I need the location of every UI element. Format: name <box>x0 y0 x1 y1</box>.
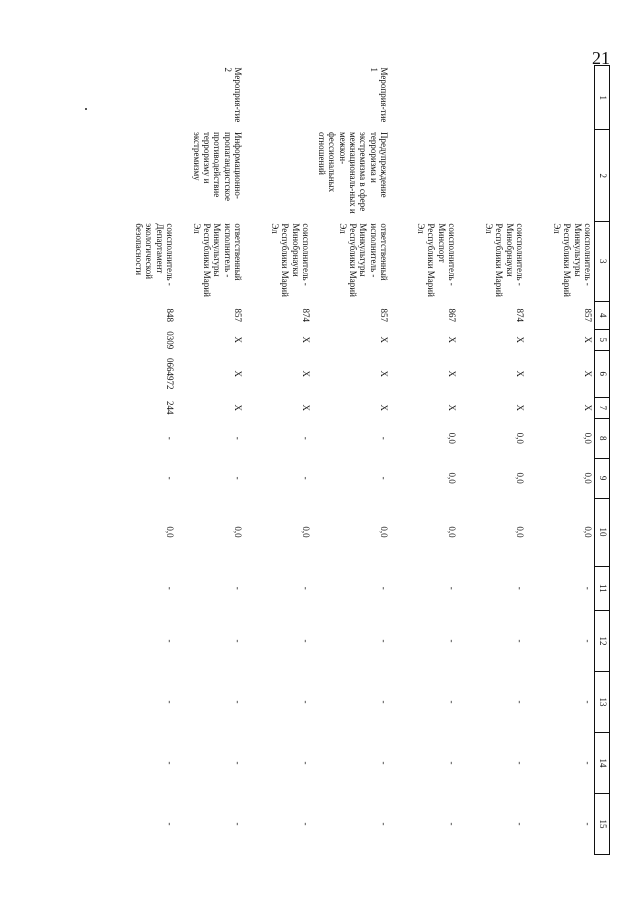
table-cell-col-2 <box>526 130 595 221</box>
table-cell-col-2 <box>458 130 526 221</box>
table-cell-col-9: - <box>233 476 243 480</box>
table-cell-col-12: - <box>165 639 175 643</box>
table-cell-col-10: 0,0 <box>379 526 389 538</box>
table-cell-col-5: 0309 <box>165 331 175 350</box>
table-cell-col-12: - <box>301 639 311 643</box>
table-cell-col-13: - <box>165 700 175 704</box>
table-body <box>108 66 595 855</box>
table-cell-col-1 <box>108 66 176 130</box>
table-cell-col-7: X <box>379 404 389 412</box>
table-cell-col-12: - <box>447 639 457 643</box>
table-cell-col-1 <box>390 66 458 130</box>
table-cell-col-4: 857 <box>583 308 593 322</box>
table-cell-col-10: 0,0 <box>515 526 525 538</box>
table-cell-col-13: - <box>233 700 243 704</box>
table-cell-col-2 <box>390 130 458 221</box>
table-cell-col-15: - <box>583 822 593 826</box>
table-cell-col-10: 0,0 <box>301 526 311 538</box>
program-table <box>108 65 610 855</box>
table-cell-col-11: - <box>583 586 593 590</box>
table-cell-col-3: соисполнитель - Минобрнауки Республики Марий Эл <box>269 223 311 297</box>
column-header: 1 <box>595 66 610 130</box>
table-cell-col-7: X <box>301 404 311 412</box>
table-cell-col-6: X <box>515 370 525 378</box>
table-row <box>312 66 390 855</box>
table-cell-col-6: 0664972 <box>165 358 175 390</box>
table-cell-col-2: Информационно-пропагандистское противодействие терроризму и экстремизму <box>191 131 243 202</box>
column-header: 8 <box>595 418 610 458</box>
table-cell-col-2 <box>108 130 176 221</box>
table-cell-col-10: 0,0 <box>165 526 175 538</box>
table-cell-col-8: 0,0 <box>583 432 593 444</box>
table-cell-col-9: 0,0 <box>447 472 457 484</box>
column-header: 6 <box>595 350 610 397</box>
table-row <box>176 66 244 855</box>
table-row <box>108 66 176 855</box>
table-cell-col-11: - <box>165 586 175 590</box>
table-cell-col-14: - <box>447 761 457 765</box>
table-cell-col-8: 0,0 <box>515 432 525 444</box>
table-cell-col-10: 0,0 <box>233 526 243 538</box>
table-cell-col-3: соисполнитель - Минкультуры Республики Марий Эл <box>551 223 593 297</box>
table-cell-col-6: X <box>583 370 593 378</box>
table-cell-col-9: - <box>165 476 175 480</box>
table-cell-col-5: X <box>379 336 389 344</box>
table-cell-col-4: 874 <box>515 308 525 322</box>
table-cell-col-8: - <box>301 436 311 440</box>
table-cell-col-7: X <box>583 404 593 412</box>
table-row <box>244 66 312 855</box>
column-header: 14 <box>595 732 610 793</box>
table-cell-col-3: соисполнитель - Минспорт Республики Марий Эл <box>415 223 457 297</box>
page-number: 21 <box>592 48 610 68</box>
table-cell-col-14: - <box>233 761 243 765</box>
table-cell-col-6: X <box>233 370 243 378</box>
column-header: 3 <box>595 221 610 301</box>
table-cell-col-9: 0,0 <box>583 472 593 484</box>
scan-speck <box>85 108 87 110</box>
table-cell-col-12: - <box>583 639 593 643</box>
table-cell-col-4: 848 <box>165 308 175 322</box>
table-cell-col-1 <box>526 66 595 130</box>
table-cell-col-5: X <box>301 336 311 344</box>
table-cell-col-5: X <box>233 336 243 344</box>
column-header: 13 <box>595 672 610 733</box>
table-row <box>458 66 526 855</box>
table-cell-col-8: - <box>379 436 389 440</box>
table-cell-col-11: - <box>447 586 457 590</box>
column-header: 5 <box>595 329 610 350</box>
table-cell-col-3: соисполнитель - Минобрнауки Республики Марий Эл <box>483 223 525 297</box>
table-cell-col-9: - <box>379 476 389 480</box>
table-cell-col-15: - <box>301 822 311 826</box>
table-cell-col-10: 0,0 <box>583 526 593 538</box>
table-cell-col-12: - <box>515 639 525 643</box>
table-cell-col-6: X <box>379 370 389 378</box>
table-cell-col-8: 0,0 <box>447 432 457 444</box>
table-cell-col-2 <box>244 130 312 221</box>
table-cell-col-5: X <box>447 336 457 344</box>
table-cell-col-5: X <box>583 336 593 344</box>
table-cell-col-12: - <box>233 639 243 643</box>
table-cell-col-7: X <box>515 404 525 412</box>
table-cell-col-15: - <box>165 822 175 826</box>
table-cell-col-1 <box>244 66 312 130</box>
table-cell-col-14: - <box>379 761 389 765</box>
table-cell-col-11: - <box>379 586 389 590</box>
table-cell-col-6: X <box>447 370 457 378</box>
table-cell-col-11: - <box>515 586 525 590</box>
column-header: 12 <box>595 611 610 672</box>
table-cell-col-3: соисполнитель - Департамент экологической безопасности <box>133 223 175 286</box>
column-header: 2 <box>595 130 610 221</box>
column-header: 7 <box>595 397 610 418</box>
table-cell-col-11: - <box>301 586 311 590</box>
table-row <box>390 66 458 855</box>
table-cell-col-15: - <box>515 822 525 826</box>
table-cell-col-14: - <box>301 761 311 765</box>
table-cell-col-3: ответственный исполнитель - Минкультуры Республики Марий Эл <box>191 223 243 297</box>
column-header: 10 <box>595 498 610 566</box>
table-frame <box>100 65 610 855</box>
table-cell-col-4: 867 <box>447 308 457 322</box>
table-cell-col-13: - <box>301 700 311 704</box>
table-cell-col-1: Мероприя-тие 2 <box>222 67 243 123</box>
table-row <box>526 66 595 855</box>
table-cell-col-1: Мероприя-тие 1 <box>368 67 389 123</box>
table-cell-col-15: - <box>379 822 389 826</box>
table-cell-col-14: - <box>515 761 525 765</box>
table-cell-col-10: 0,0 <box>447 526 457 538</box>
table-cell-col-4: 874 <box>301 308 311 322</box>
table-cell-col-7: X <box>447 404 457 412</box>
table-cell-col-13: - <box>583 700 593 704</box>
table-cell-col-4: 857 <box>379 308 389 322</box>
rotated-landscape-page <box>100 65 610 855</box>
table-cell-col-11: - <box>233 586 243 590</box>
table-cell-col-4: 857 <box>233 308 243 322</box>
table-cell-col-12: - <box>379 639 389 643</box>
table-cell-col-13: - <box>379 700 389 704</box>
table-cell-col-8: - <box>165 436 175 440</box>
table-cell-col-15: - <box>447 822 457 826</box>
table-cell-col-9: 0,0 <box>515 472 525 484</box>
table-cell-col-1 <box>458 66 526 130</box>
table-cell-col-13: - <box>515 700 525 704</box>
column-number-row <box>595 66 610 855</box>
table-cell-col-14: - <box>583 761 593 765</box>
table-cell-col-13: - <box>447 700 457 704</box>
column-header: 9 <box>595 458 610 498</box>
table-cell-col-5: X <box>515 336 525 344</box>
table-cell-col-14: - <box>165 761 175 765</box>
table-cell-col-8: - <box>233 436 243 440</box>
table-cell-col-7: 244 <box>165 401 175 415</box>
table-cell-col-15: - <box>233 822 243 826</box>
table-cell-col-3: ответственный исполнитель - Минкультуры Республики Марий Эл <box>337 223 389 297</box>
table-cell-col-2: Предупреждение терроризма и экстремизма в сфере межнациональ-ных и межкон-фессиональных отношений <box>316 131 389 214</box>
table-cell-col-6: X <box>301 370 311 378</box>
column-header: 11 <box>595 566 610 611</box>
table-cell-col-7: X <box>233 404 243 412</box>
column-header: 4 <box>595 301 610 329</box>
table-cell-col-9: - <box>301 476 311 480</box>
column-header: 15 <box>595 793 610 854</box>
